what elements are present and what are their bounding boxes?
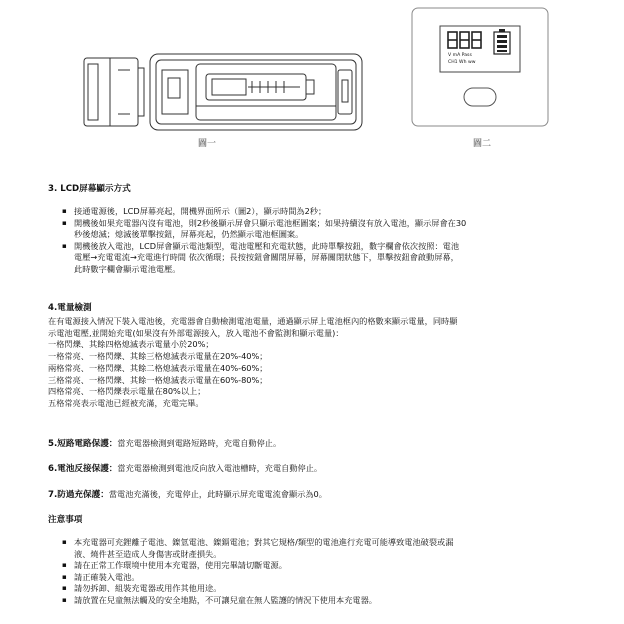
level-line-5: 四格常亮、一格閃爍表示電量在80%以上； [48, 386, 206, 397]
section-5-title: 5.短路電路保護： [48, 439, 118, 449]
section-3-bullets [60, 206, 580, 276]
section-3-bullet-3: ▪ 開機後放入電池，LCD屏會顯示電池類型，電池電壓和充電狀態，此時單擊按鈕，數字欄會依次按照：電池 電壓→充電電流→充電進行時間 依次循環；長按按鈕會關閉屏幕，屏幕關閉狀態下，單擊按鈕會啟動屏幕， 此時數字欄會顯示電池電壓。 [60, 241, 580, 276]
section-4-intro-line-1: 在有電源接入情況下裝入電池後，充電器會自動檢測電池電量，通過顯示屏上電池框內的格數來顯示電量，同時顯 [48, 316, 458, 326]
section-4-intro-line-2: 示電池電壓,並開始充電(如果沒有外部電源接入，放入電池不會監測和顯示電量)： [48, 327, 344, 338]
lcd-text-line-2: CH1 Wh ww [448, 60, 476, 65]
figure-2-lcd-drawing [410, 6, 552, 130]
note-2: ▪ 請在正常工作環境中使用本充電器，使用完畢請切斷電源。 [60, 560, 580, 572]
lcd-text-line-1: V mA Pass [448, 53, 472, 58]
section-5-text: 當充電器檢測到電路短路時，充電自動停止。 [117, 438, 282, 448]
level-line-1: 一格閃爍、其餘四格熄滅表示電量小於20%； [48, 339, 214, 350]
section-5 [48, 438, 281, 450]
section-6-text: 當充電器檢測到電池反向放入電池槽時，充電自動停止。 [117, 463, 323, 473]
level-line-6: 五格常亮表示電池已經被充滿，充電完畢。 [48, 397, 204, 408]
section-7-title: 7.防過充保護： [48, 490, 109, 500]
figure-1-charger-drawing [70, 40, 380, 140]
note-4: ▪ 請勿拆卸、組裝充電器或用作其他用途。 [60, 583, 580, 595]
note-3: ▪ 請正確裝入電池。 [60, 572, 580, 584]
level-line-4: 三格常亮、一格閃爍、其餘一格熄滅表示電量在60%-80%； [48, 374, 268, 385]
notes-title: 注意事項 [48, 515, 83, 525]
section-6 [48, 463, 322, 475]
section-3-bullet-1: ▪ 接通電源後，LCD屏幕亮起，開機界面所示（圖2），顯示時間為2秒； [60, 206, 580, 218]
level-line-2: 一格常亮、一格閃爍、其餘三格熄滅表示電量在20%-40%； [48, 351, 268, 362]
section-7 [48, 489, 327, 501]
section-6-title: 6.電池反接保護： [48, 464, 118, 474]
note-5: ▪ 請放置在兒童無法觸及的安全地點，不可讓兒童在無人監護的情況下使用本充電器。 [60, 595, 580, 607]
section-3-bullet-2: ▪ 開機後如果充電器內沒有電池，則2秒後顯示屏會只顯示電池框圖案；如果持續沒有放入電池，顯示屏會在30 秒後熄滅；熄滅後單擊按鈕，屏幕亮起，仍然顯示電池框圖案。 [60, 218, 580, 241]
level-line-3: 兩格常亮、一格閃爍、其餘二格熄滅表示電量在40%-60%； [48, 362, 268, 373]
note-1: ▪ 本充電器可充鋰離子電池、鎳氫電池、鎳鎘電池；對其它規格/類型的電池進行充電可能導致電池破裂或漏 液、燒件甚至造成人身傷害或財產損失。 [60, 537, 580, 560]
section-4-body [48, 316, 457, 410]
notes-bullets [60, 537, 580, 607]
figure-1-caption: 圖一 [198, 139, 217, 149]
section-7-text: 當電池充滿後，充電停止，此時顯示屏充電電流會顯示為0。 [108, 489, 327, 499]
figure-2-caption: 圖二 [473, 139, 492, 149]
section-4-title: 4.電量檢測 [48, 303, 92, 313]
section-3-title: 3. LCD屏幕顯示方式 [48, 184, 131, 194]
